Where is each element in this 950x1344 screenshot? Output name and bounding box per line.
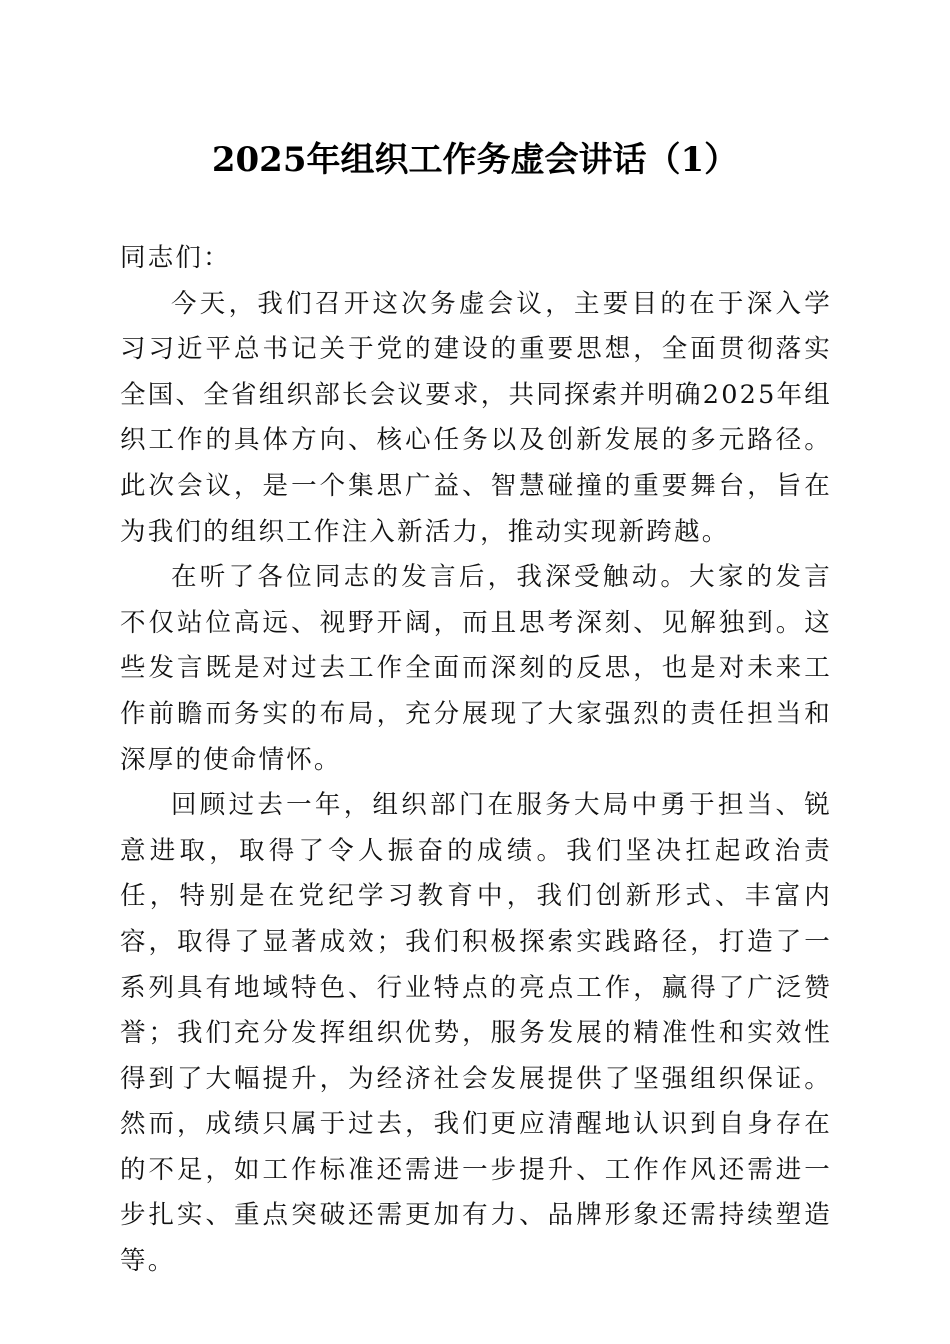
paragraph-1: 今天，我们召开这次务虚会议，主要目的在于深入学习习近平总书记关于党的建设的重要思想，全面贯彻落实全国、全省组织部长会议要求，共同探索并明确2025年组织工作的具体方向、核心任务以及创新发展的多元路径。此次会议，是一个集思广益、智慧碰撞的重要舞台，旨在为我们的组织工作注入新活力，推动实现新跨越。 — [120, 288, 832, 547]
paragraph-3: 回顾过去一年，组织部门在服务大局中勇于担当、锐意进取，取得了令人振奋的成绩。我们坚决扛起政治责任，特别是在党纪学习教育中，我们创新形式、丰富内容，取得了显著成效；我们积极探索实践路径，打造了一系列具有地域特色、行业特点的亮点工作，赢得了广泛赞誉；我们充分发挥组织优势，服务发展的精准性和实效性得到了大幅提升，为经济社会发展提供了坚强组织保证。然而，成绩只属于过去，我们更应清醒地认识到自身存在的不足，如工作标准还需进一步提升、工作作风还需进一步扎实、重点突破还需更加有力、品牌形象还需持续塑造等。 — [120, 790, 832, 1277]
salutation: 同志们： — [120, 243, 231, 273]
document-body — [120, 236, 832, 1285]
paragraph-2: 在听了各位同志的发言后，我深受触动。大家的发言不仅站位高远、视野开阔，而且思考深刻、见解独到。这些发言既是对过去工作全面而深刻的反思，也是对未来工作前瞻而务实的布局，充分展现了大家强烈的责任担当和深厚的使命情怀。 — [120, 562, 832, 775]
document-title: 2025年组织工作务虚会讲话（1） — [211, 140, 739, 180]
